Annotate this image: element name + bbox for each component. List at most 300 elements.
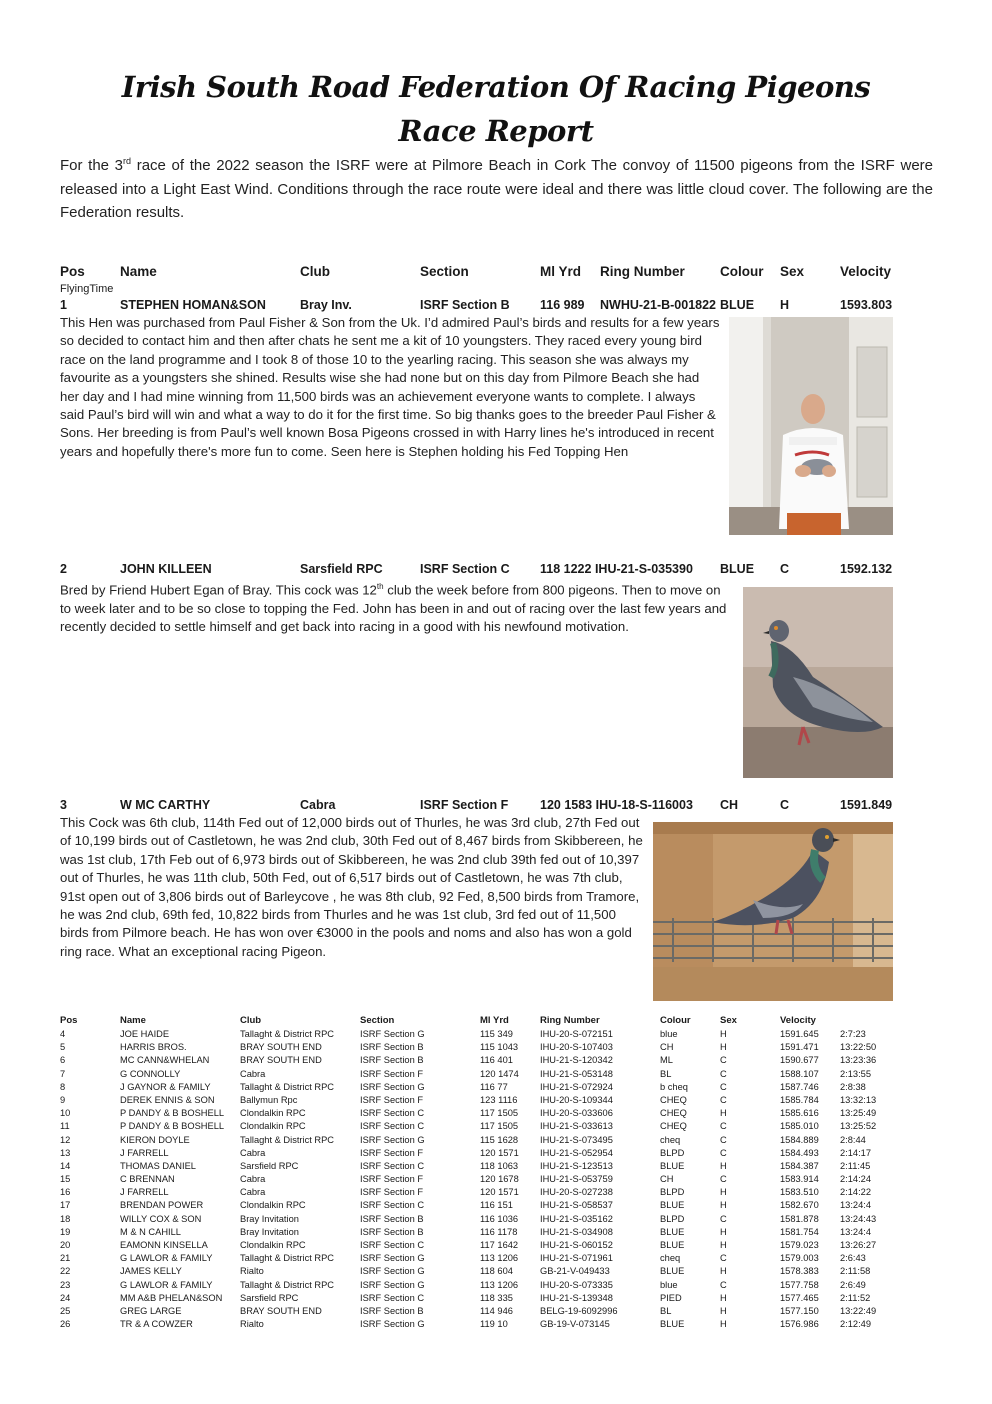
cell-sex: C [720, 1253, 727, 1264]
cell-distance: 120 1678 [480, 1174, 519, 1185]
cell-name: J GAYNOR & FAMILY [120, 1081, 211, 1092]
cell-section: ISRF Section F [360, 1147, 424, 1158]
cell-time: 2:12:49 [840, 1319, 872, 1330]
podium-name: JOHN KILLEEN [120, 562, 212, 576]
cell-club: BRAY SOUTH END [240, 1055, 322, 1066]
cell-name: MM A&B PHELAN&SON [120, 1292, 223, 1303]
podium-club: Cabra [300, 798, 336, 812]
cell-section: ISRF Section G [360, 1319, 425, 1330]
cell-distance: 116 77 [480, 1081, 508, 1092]
intro-superscript: rd [123, 156, 132, 166]
report-subtitle: Race Report [398, 114, 594, 148]
header-club: Club [300, 264, 330, 279]
cell-velocity: 1583.510 [780, 1187, 819, 1198]
cell-pos: 10 [60, 1108, 71, 1119]
cell-club: Clondalkin RPC [240, 1108, 306, 1119]
podium-row-1 [0, 298, 992, 314]
story-third-place: This Cock was 6th club, 114th Fed out of 12,000 birds out of Thurles, he was 3rd club, 27th Fed out of 10,199 birds out of Castletown, he was 2nd club, 30th Fed out of 8,467 birds from Skibbereen, he was 1st club, 17th Feb out of 6,973 birds out of Skibbereen, he was 2nd club 39th fed out of 10,397 out of Thurles, he was 11th club, 50th Fed, out of 6,517 birds out of Castletown, he was 7th club, 91st open out of 3,806 birds out of Barleycove , he was 8th club, 92 Fed, 8,500 birds from Tramore, he was 2nd club, 69th fed, 10,822 birds from Thurles and he was 1st club, 3rd fed out of 11,500 birds from Pilmore beach. He has won over €3000 in the pools and noms and also has won a gold ring race. What an exceptional racing Pigeon. [60, 815, 643, 959]
cell-name: KIERON DOYLE [120, 1134, 190, 1145]
cell-section: ISRF Section G [360, 1134, 425, 1145]
table-row [0, 1265, 992, 1278]
cell-sex: H [720, 1200, 727, 1211]
report-title: Irish South Road Federation Of Racing Pigeons [121, 70, 871, 104]
cell-velocity: 1577.150 [780, 1305, 819, 1316]
table-row [0, 1252, 992, 1265]
cell-club: Rialto [240, 1319, 264, 1330]
cell-ring: IHU-21-S-053148 [540, 1068, 613, 1079]
photo-pigeon-loft-image [653, 822, 893, 1001]
cell-sex: H [720, 1292, 727, 1303]
cell-section: ISRF Section B [360, 1055, 424, 1066]
cell-club: BRAY SOUTH END [240, 1042, 322, 1053]
cell-sex: C [720, 1094, 727, 1105]
table-row [0, 1239, 992, 1252]
cell-pos: 16 [60, 1187, 71, 1198]
table-row [0, 1213, 992, 1226]
cell-time: 13:24:4 [840, 1226, 872, 1237]
table-row [0, 1318, 992, 1331]
cell-section: ISRF Section G [360, 1253, 425, 1264]
cell-distance: 120 1474 [480, 1068, 519, 1079]
cell-colour: CHEQ [660, 1108, 687, 1119]
cell-name: DEREK ENNIS & SON [120, 1094, 215, 1105]
cell-pos: 15 [60, 1174, 71, 1185]
col-ring: Ring Number [540, 1015, 600, 1026]
cell-velocity: 1581.754 [780, 1226, 819, 1237]
col-section: Section [360, 1015, 395, 1026]
cell-pos: 13 [60, 1147, 71, 1158]
cell-colour: BLUE [660, 1319, 685, 1330]
cell-club: Tallaght & District RPC [240, 1081, 335, 1092]
cell-ring: IHU-21-S-072924 [540, 1081, 613, 1092]
cell-time: 13:26:27 [840, 1240, 877, 1250]
cell-section: ISRF Section F [360, 1187, 424, 1198]
cell-club: Bray Invitation [240, 1226, 299, 1237]
cell-colour: PIED [660, 1292, 682, 1303]
cell-ring: IHU-20-S-109344 [540, 1094, 613, 1105]
col-colour: Colour [660, 1015, 691, 1026]
podium-section: ISRF Section C [420, 562, 510, 576]
table-row [0, 1094, 992, 1107]
cell-velocity: 1582.670 [780, 1200, 819, 1211]
cell-colour: BLPD [660, 1147, 685, 1158]
cell-time: 2:14:22 [840, 1187, 872, 1198]
cell-sex: H [720, 1187, 727, 1198]
story-second-place [60, 578, 730, 637]
table-row [0, 1186, 992, 1199]
cell-name: J FARRELL [120, 1147, 169, 1158]
col-club: Club [240, 1015, 262, 1026]
cell-club: Sarsfield RPC [240, 1160, 299, 1171]
cell-ring: GB-21-V-049433 [540, 1266, 610, 1277]
col-sex: Sex [720, 1015, 737, 1026]
cell-distance: 120 1571 [480, 1147, 519, 1158]
cell-section: ISRF Section F [360, 1068, 424, 1079]
cell-colour: blue [660, 1029, 678, 1039]
cell-velocity: 1585.616 [780, 1108, 819, 1119]
cell-time: 2:14:17 [840, 1147, 872, 1158]
podium-velocity: 1592.132 [840, 562, 893, 576]
cell-name: HARRIS BROS. [120, 1042, 187, 1053]
podium-ring: NWHU-21-B-001822 [600, 298, 717, 312]
cell-velocity: 1579.003 [780, 1253, 819, 1264]
cell-time: 2:6:49 [840, 1279, 866, 1290]
cell-pos: 14 [60, 1160, 71, 1171]
cell-distance: 115 349 [480, 1029, 513, 1039]
cell-time: 2:7:23 [840, 1029, 866, 1039]
cell-velocity: 1577.758 [780, 1279, 819, 1290]
cell-section: ISRF Section G [360, 1081, 425, 1092]
cell-velocity: 1578.383 [780, 1266, 819, 1277]
cell-time: 13:23:36 [840, 1055, 877, 1066]
header-flyingtime: FlyingTime [60, 283, 114, 295]
cell-velocity: 1579.023 [780, 1240, 819, 1250]
cell-distance: 115 1628 [480, 1134, 519, 1145]
cell-club: Clondalkin RPC [240, 1200, 306, 1211]
cell-section: ISRF Section C [360, 1240, 425, 1250]
cell-ring: BELG-19-6092996 [540, 1305, 618, 1316]
cell-colour: BLPD [660, 1187, 685, 1198]
cell-sex: C [720, 1081, 727, 1092]
podium-sex: C [780, 562, 790, 576]
cell-pos: 25 [60, 1305, 71, 1316]
podium-distance-ring [540, 562, 693, 576]
podium-club: Bray Inv. [300, 298, 352, 312]
cell-velocity: 1581.878 [780, 1213, 819, 1224]
cell-colour: BLUE [660, 1240, 685, 1250]
cell-sex: C [720, 1121, 727, 1132]
cell-velocity: 1591.471 [780, 1042, 819, 1053]
table-row [0, 1107, 992, 1120]
col-velocity: Velocity [780, 1015, 816, 1026]
cell-sex: H [720, 1160, 727, 1171]
cell-name: TR & A COWZER [120, 1319, 193, 1330]
cell-sex: H [720, 1305, 727, 1316]
header-name: Name [120, 264, 157, 279]
podium-distance: 120 1583 [540, 798, 593, 812]
cell-colour: BLUE [660, 1226, 685, 1237]
cell-ring: IHU-21-S-123513 [540, 1160, 613, 1171]
cell-pos: 4 [60, 1029, 66, 1039]
cell-colour: CH [660, 1174, 674, 1185]
cell-name: G LAWLOR & FAMILY [120, 1279, 213, 1290]
cell-sex: H [720, 1029, 727, 1039]
cell-pos: 20 [60, 1240, 71, 1250]
table-row [0, 1147, 992, 1160]
cell-pos: 8 [60, 1081, 66, 1092]
cell-pos: 22 [60, 1266, 71, 1277]
podium-pos: 1 [60, 298, 67, 312]
podium-sex: H [780, 298, 790, 312]
cell-sex: H [720, 1042, 727, 1053]
cell-distance: 117 1505 [480, 1108, 519, 1119]
cell-pos: 6 [60, 1055, 66, 1066]
podium-club: Sarsfield RPC [300, 562, 383, 576]
cell-section: ISRF Section B [360, 1305, 424, 1316]
cell-name: EAMONN KINSELLA [120, 1240, 208, 1250]
cell-velocity: 1585.010 [780, 1121, 819, 1132]
cell-name: THOMAS DANIEL [120, 1160, 196, 1171]
cell-velocity: 1583.914 [780, 1174, 819, 1185]
cell-pos: 26 [60, 1319, 71, 1330]
header-distance: Ml Yrd [540, 264, 582, 279]
cell-sex: H [720, 1266, 727, 1277]
podium-velocity: 1593.803 [840, 298, 893, 312]
cell-ring: IHU-20-S-027238 [540, 1187, 613, 1198]
cell-ring: IHU-21-S-073495 [540, 1134, 613, 1145]
cell-club: Tallaght & District RPC [240, 1279, 335, 1290]
results-table-header [0, 1015, 992, 1027]
header-ring: Ring Number [600, 264, 685, 279]
cell-time: 13:25:49 [840, 1108, 877, 1119]
cell-section: ISRF Section B [360, 1213, 424, 1224]
col-pos: Pos [60, 1015, 78, 1026]
table-row [0, 1279, 992, 1292]
cell-ring: IHU-20-S-072151 [540, 1029, 613, 1039]
cell-time: 13:32:13 [840, 1094, 877, 1105]
col-name: Name [120, 1015, 146, 1026]
cell-club: Cabra [240, 1187, 266, 1198]
cell-club: Tallaght & District RPC [240, 1253, 335, 1264]
photo-man-with-pigeon-image [729, 317, 893, 535]
intro-text-a: For the 3 [60, 157, 124, 174]
cell-sex: H [720, 1108, 727, 1119]
header-velocity: Velocity [840, 264, 892, 279]
cell-name: P DANDY & B BOSHELL [120, 1121, 225, 1132]
cell-distance: 116 1036 [480, 1213, 519, 1224]
cell-distance: 113 1206 [480, 1253, 519, 1264]
cell-club: BRAY SOUTH END [240, 1305, 322, 1316]
cell-time: 13:22:50 [840, 1042, 877, 1053]
cell-club: Cabra [240, 1068, 266, 1079]
cell-distance: 117 1642 [480, 1240, 519, 1250]
table-row [0, 1120, 992, 1133]
podium-colour: CH [720, 798, 739, 812]
intro-text-b: race of the 2022 season the ISRF were at Pilmore Beach in Cork The convoy of 11500 pigeons from the ISRF were released into a Light East Wind. Conditions through the race route were ideal and there was little cloud cover. The following are the Federation results. [60, 157, 934, 221]
col-distance: Ml Yrd [480, 1015, 509, 1026]
cell-time: 2:14:24 [840, 1174, 872, 1185]
podium-pos: 2 [60, 562, 67, 576]
cell-name: JAMES KELLY [120, 1266, 182, 1277]
cell-distance: 113 1206 [480, 1279, 519, 1290]
cell-time: 2:11:52 [840, 1292, 871, 1303]
cell-time: 2:13:55 [840, 1068, 872, 1079]
table-row [0, 1054, 992, 1067]
cell-time: 13:25:52 [840, 1121, 877, 1132]
cell-time: 13:24:4 [840, 1200, 872, 1211]
cell-ring: IHU-21-S-071961 [540, 1253, 613, 1264]
cell-club: Tallaght & District RPC [240, 1029, 335, 1039]
cell-name: JOE HAIDE [120, 1029, 170, 1039]
podium-name: STEPHEN HOMAN&SON [120, 298, 266, 312]
photo-pigeon-floor-image [743, 587, 893, 778]
cell-ring: IHU-21-S-060152 [540, 1240, 613, 1250]
photo-stephen-holding-hen [729, 317, 893, 535]
cell-distance: 115 1043 [480, 1042, 519, 1053]
podium-ring: IHU-21-S-035390 [594, 562, 693, 576]
cell-pos: 18 [60, 1213, 71, 1224]
cell-name: P DANDY & B BOSHELL [120, 1108, 225, 1119]
cell-section: ISRF Section G [360, 1029, 425, 1039]
cell-pos: 7 [60, 1068, 66, 1079]
photo-mc-carthy-pigeon [653, 822, 893, 1001]
story-text-a: Bred by Friend Hubert Egan of Bray. This cock was 12 [60, 582, 377, 598]
table-row [0, 1134, 992, 1147]
cell-club: Cabra [240, 1174, 266, 1185]
cell-sex: C [720, 1147, 727, 1158]
cell-colour: BLUE [660, 1200, 685, 1211]
table-row [0, 1173, 992, 1186]
podium-header [0, 264, 992, 282]
cell-distance: 118 604 [480, 1266, 513, 1277]
cell-ring: IHU-20-S-033606 [540, 1108, 613, 1119]
cell-pos: 24 [60, 1292, 71, 1303]
cell-section: ISRF Section F [360, 1094, 424, 1105]
cell-ring: IHU-21-S-033613 [540, 1121, 613, 1132]
cell-name: M & N CAHILL [120, 1226, 181, 1237]
cell-section: ISRF Section G [360, 1279, 425, 1290]
cell-ring: IHU-21-S-034908 [540, 1226, 613, 1237]
cell-section: ISRF Section F [360, 1174, 424, 1185]
cell-velocity: 1590.677 [780, 1055, 819, 1066]
cell-section: ISRF Section C [360, 1108, 425, 1119]
cell-time: 2:11:45 [840, 1160, 871, 1171]
cell-time: 2:6:43 [840, 1253, 866, 1264]
cell-club: Rialto [240, 1266, 264, 1277]
cell-colour: BLUE [660, 1266, 685, 1277]
cell-club: Sarsfield RPC [240, 1292, 299, 1303]
cell-distance: 119 10 [480, 1319, 508, 1330]
cell-ring: IHU-21-S-120342 [540, 1055, 613, 1066]
podium-row-2 [0, 562, 992, 578]
table-row [0, 1305, 992, 1318]
cell-ring: IHU-21-S-052954 [540, 1147, 613, 1158]
table-row [0, 1292, 992, 1305]
story-first-place: This Hen was purchased from Paul Fisher & Son from the Uk. I’d admired Paul’s birds and results for a few years so decided to contact him and then after chats he sent me a kit of 10 youngsters. They raced every young bird race on the land programme and I took 8 of those 10 to the yearling racing. This season she was always my favourite as a youngsters she shined. Results wise she had none but on this day from Pilmore Beach she had her day and I had mine winning from 11,500 birds was an achievement everyone wants to complete. I always said Paul’s bird will win and what a way to do it for the first time. So big thanks goes to the breeder Paul Fisher & Sons. Her breeding is from Paul’s well known Bosa Pigeons crossed in with Harry lines he's introduced in recent years and hopefully there's more fun to come. Seen here is Stephen holding his Fed Topping Hen [60, 315, 720, 459]
cell-velocity: 1584.387 [780, 1160, 819, 1171]
cell-sex: C [720, 1279, 727, 1290]
table-row [0, 1160, 992, 1173]
cell-sex: C [720, 1068, 727, 1079]
cell-time: 2:8:38 [840, 1081, 866, 1092]
cell-section: ISRF Section G [360, 1266, 425, 1277]
cell-pos: 23 [60, 1279, 71, 1290]
cell-velocity: 1577.465 [780, 1292, 819, 1303]
podium-pos: 3 [60, 798, 67, 812]
podium-distance: 116 989 [540, 298, 585, 312]
podium-row-3 [0, 798, 992, 814]
cell-colour: BLUE [660, 1160, 685, 1171]
cell-club: Tallaght & District RPC [240, 1134, 335, 1145]
cell-name: MC CANN&WHELAN [120, 1055, 210, 1066]
cell-name: BRENDAN POWER [120, 1200, 204, 1211]
cell-colour: cheq [660, 1134, 681, 1145]
cell-colour: BL [660, 1068, 672, 1079]
table-row [0, 1028, 992, 1041]
cell-velocity: 1588.107 [780, 1068, 819, 1079]
cell-distance: 114 946 [480, 1305, 513, 1316]
header-colour: Colour [720, 264, 764, 279]
cell-ring: IHU-21-S-058537 [540, 1200, 613, 1211]
cell-pos: 19 [60, 1226, 71, 1237]
cell-velocity: 1591.645 [780, 1029, 819, 1039]
photo-john-killeen-pigeon [743, 587, 893, 778]
table-row [0, 1068, 992, 1081]
cell-colour: CH [660, 1042, 674, 1053]
cell-section: ISRF Section B [360, 1226, 424, 1237]
podium-section: ISRF Section F [420, 798, 509, 812]
table-row [0, 1226, 992, 1239]
podium-velocity: 1591.849 [840, 798, 893, 812]
story-text-b: club the week before from 800 pigeons. Then to move on to week later and to be so close to topping the Fed. John has been in and out of racing over the last few years and recently decided to settle himself and get back into racing in a good with his newfound motivation. [60, 582, 727, 635]
cell-velocity: 1584.889 [780, 1134, 819, 1145]
cell-sex: C [720, 1055, 727, 1066]
podium-colour: BLUE [720, 298, 755, 312]
cell-colour: blue [660, 1279, 678, 1290]
story-superscript: th [376, 582, 384, 591]
cell-section: ISRF Section B [360, 1042, 424, 1053]
header-pos: Pos [60, 264, 85, 279]
header-section: Section [420, 264, 469, 279]
cell-pos: 5 [60, 1042, 66, 1053]
cell-club: Clondalkin RPC [240, 1240, 306, 1250]
table-row [0, 1081, 992, 1094]
cell-club: Ballymun Rpc [240, 1094, 298, 1105]
cell-sex: H [720, 1240, 727, 1250]
podium-sex: C [780, 798, 790, 812]
cell-velocity: 1584.493 [780, 1147, 819, 1158]
cell-distance: 118 1063 [480, 1160, 519, 1171]
cell-colour: BL [660, 1305, 672, 1316]
intro-paragraph [60, 150, 933, 225]
cell-ring: IHU-21-S-035162 [540, 1213, 613, 1224]
header-sex: Sex [780, 264, 805, 279]
cell-velocity: 1576.986 [780, 1319, 819, 1330]
cell-ring: IHU-21-S-053759 [540, 1174, 613, 1185]
cell-section: ISRF Section C [360, 1200, 425, 1211]
cell-name: C BRENNAN [120, 1174, 175, 1185]
podium-name: W MC CARTHY [120, 798, 211, 812]
cell-colour: CHEQ [660, 1121, 687, 1132]
cell-colour: BLPD [660, 1213, 685, 1224]
podium-colour: BLUE [720, 562, 755, 576]
table-row [0, 1199, 992, 1212]
cell-section: ISRF Section C [360, 1160, 425, 1171]
podium-ring: IHU-18-S-116003 [595, 798, 693, 812]
cell-club: Cabra [240, 1147, 266, 1158]
cell-sex: C [720, 1134, 727, 1145]
cell-ring: IHU-20-S-073335 [540, 1279, 613, 1290]
cell-colour: ML [660, 1055, 673, 1066]
cell-name: G LAWLOR & FAMILY [120, 1253, 213, 1264]
cell-distance: 118 335 [480, 1292, 513, 1303]
cell-colour: CHEQ [660, 1094, 687, 1105]
cell-distance: 116 1178 [480, 1226, 518, 1237]
cell-sex: C [720, 1213, 727, 1224]
cell-name: G CONNOLLY [120, 1068, 181, 1079]
cell-colour: b cheq [660, 1081, 688, 1092]
podium-distance: 118 1222 [540, 562, 592, 576]
cell-sex: H [720, 1319, 727, 1330]
cell-pos: 11 [60, 1121, 70, 1132]
cell-section: ISRF Section C [360, 1121, 425, 1132]
cell-name: WILLY COX & SON [120, 1213, 202, 1224]
cell-pos: 9 [60, 1094, 66, 1105]
cell-distance: 123 1116 [480, 1094, 518, 1105]
results-table [0, 1028, 992, 1331]
cell-pos: 12 [60, 1134, 71, 1145]
cell-time: 2:8:44 [840, 1134, 866, 1145]
